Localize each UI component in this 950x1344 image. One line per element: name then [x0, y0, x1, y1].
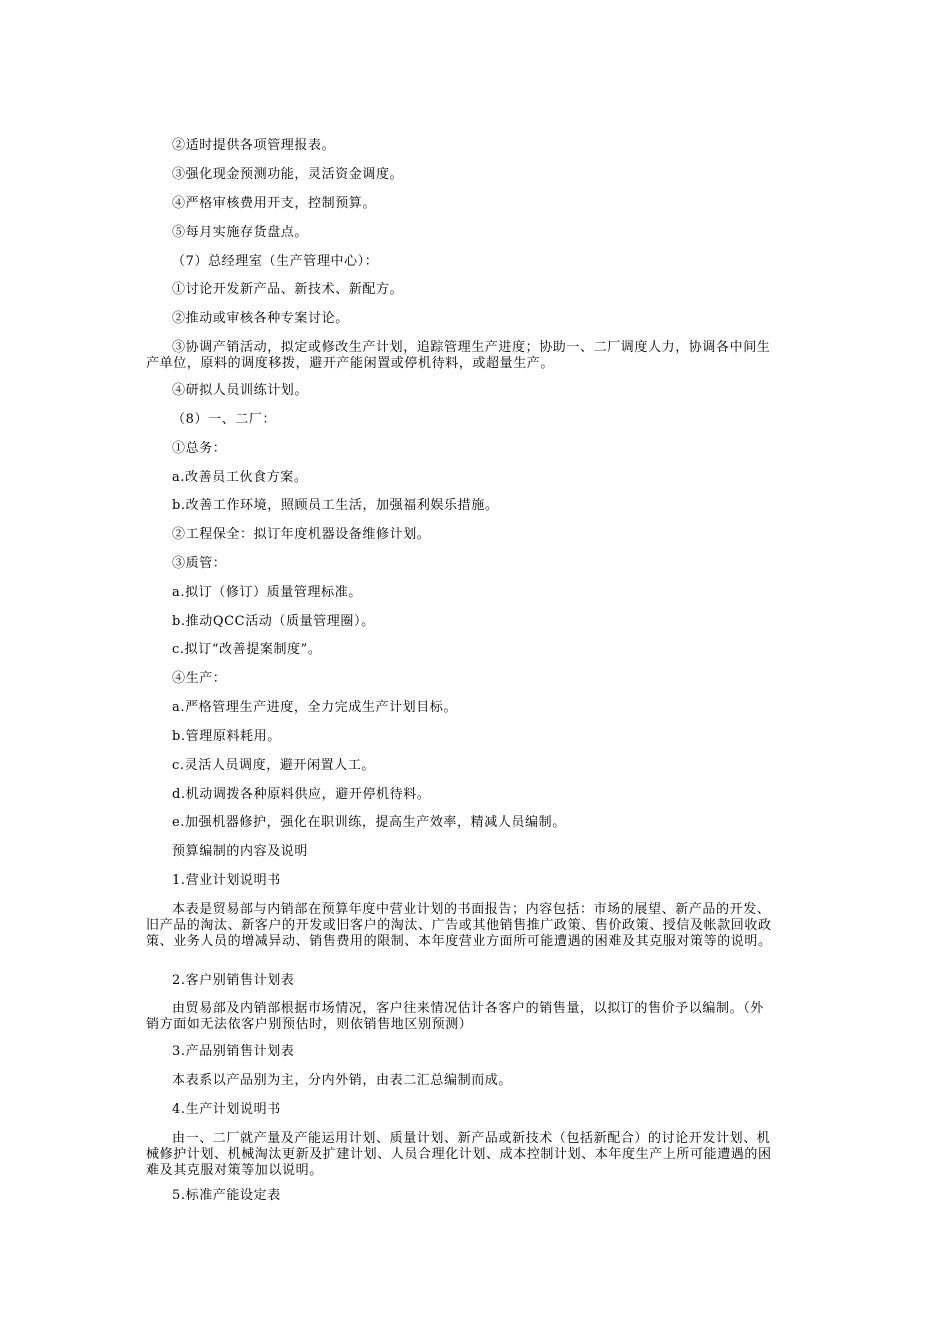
section-heading: 3.产品别销售计划表 [172, 1044, 295, 1059]
text-line: e.加强机器修护，强化在职训练，提高生产效率，精减人员编制。 [172, 815, 566, 830]
paragraph [146, 1001, 812, 1033]
text-line: ④生产： [172, 671, 227, 686]
text-line: ②适时提供各项管理报表。 [172, 138, 336, 153]
paragraph [146, 1131, 812, 1179]
paragraph-line: 策、业务人员的增减异动、销售费用的限制、本年度营业方面所可能遭遇的困难及其克服对策等的说明。 [146, 934, 772, 949]
text-line: a.改善员工伙食方案。 [172, 470, 308, 485]
text-line: c.拟订“改善提案制度”。 [172, 642, 322, 657]
section-heading: 2.客户别销售计划表 [172, 973, 295, 988]
text-line: ①总务： [172, 441, 227, 456]
paragraph-line: 产单位，原料的调度移拨，避开产能闲置或停机待料，或超量生产。 [146, 356, 555, 371]
text-line: ④严格审核费用开支，控制预算。 [172, 196, 377, 211]
text-line: d.机动调拨各种原料供应，避开停机待料。 [172, 787, 431, 802]
text-line: b.改善工作环境，照顾员工生活，加强福利娱乐措施。 [172, 498, 499, 513]
text-line: ⑤每月实施存货盘点。 [172, 225, 309, 240]
paragraph-line: 由贸易部及内销部根据市场情况，客户往来情况估计各客户的销售量，以拟订的售价予以编制。（外 [172, 1001, 764, 1016]
text-line: 本表系以产品别为主，分内外销，由表二汇总编制而成。 [172, 1073, 513, 1088]
section-heading: 1.营业计划说明书 [172, 873, 281, 888]
section-heading: 5.标准产能设定表 [172, 1188, 281, 1203]
section-heading: 4.生产计划说明书 [172, 1102, 281, 1117]
paragraph-line: 由一、二厂就产量及产能运用计划、质量计划、新产品或新技术（包括新配合）的讨论开发计划、机 [172, 1131, 771, 1146]
section-heading: 预算编制的内容及说明 [172, 844, 309, 859]
text-line: ①讨论开发新产品、新技术、新配方。 [172, 282, 404, 297]
section-heading: （8）一、二厂： [172, 412, 277, 427]
paragraph-line: 本表是贸易部与内销部在预算年度中营业计划的书面报告；内容包括：市场的展望、新产品的开发、 [172, 902, 771, 917]
text-line: ②工程保全：拟订年度机器设备维修计划。 [172, 527, 431, 542]
text-line: ③强化现金预测功能，灵活资金调度。 [172, 167, 404, 182]
paragraph [146, 340, 812, 372]
text-line: a.严格管理生产进度，全力完成生产计划目标。 [172, 700, 458, 715]
paragraph-line: 旧产品的淘汰、新客户的开发或旧客户的淘汰、广告或其他销售推广政策、售价政策、授信及帐款回收政 [146, 918, 772, 933]
paragraph-line: 销方面如无法依客户别预估时，则依销售地区别预测） [146, 1017, 473, 1032]
text-line: b.管理原料耗用。 [172, 729, 281, 744]
paragraph-line: 械修护计划、机械淘汰更新及扩建计划、人员合理化计划、成本控制计划、本年度生产上所可能遭遇的困 [146, 1147, 772, 1162]
section-heading: （7）总经理室（生产管理中心）： [172, 254, 379, 269]
text-line: ③质管： [172, 556, 227, 571]
text-line: a.拟订（修订）质量管理标准。 [172, 585, 362, 600]
paragraph-line: ③协调产销活动，拟定或修改生产计划，追踪管理生产进度；协助一、二厂调度人力，协调各中间生 [172, 340, 771, 355]
paragraph [146, 902, 812, 950]
paragraph-line: 难及其克服对策等加以说明。 [146, 1163, 323, 1178]
text-line: ②推动或审核各种专案讨论。 [172, 311, 349, 326]
text-line: b.推动QCC活动（质量管理圈）。 [172, 614, 375, 629]
text-line: c.灵活人员调度，避开闲置人工。 [172, 758, 376, 773]
text-line: ④研拟人员训练计划。 [172, 383, 309, 398]
